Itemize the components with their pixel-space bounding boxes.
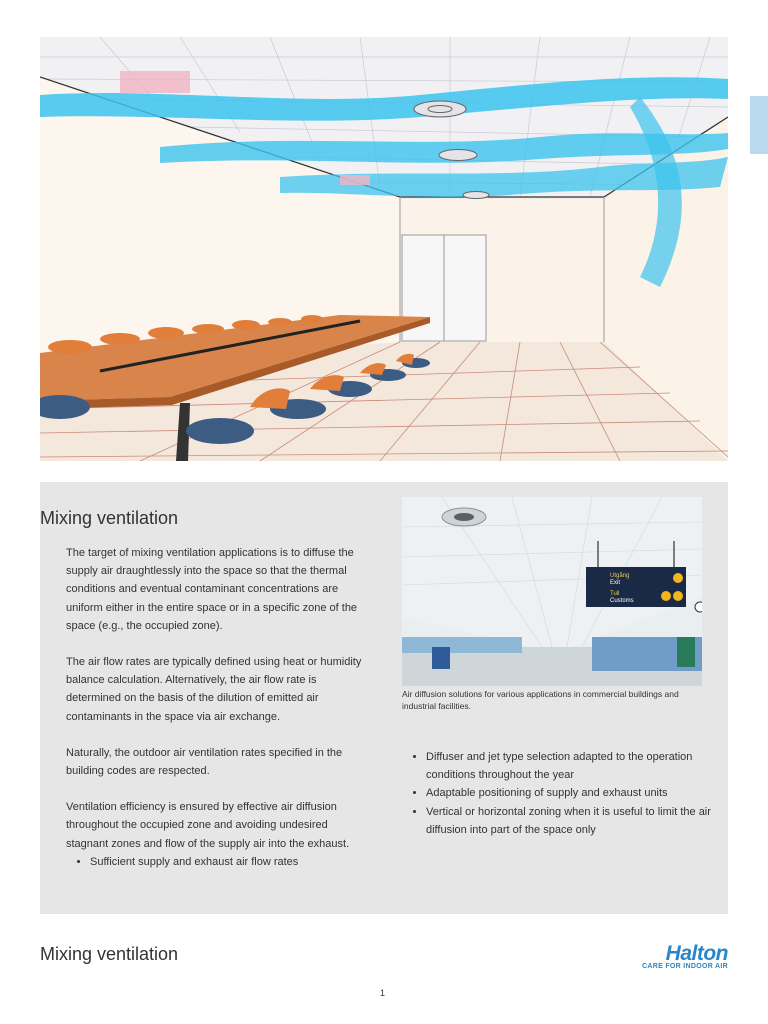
footer-title: Mixing ventilation <box>40 944 179 964</box>
list-item: • Vertical or horizontal zoning when it is useful to limit the air diffusion into part of the space only <box>426 803 712 839</box>
content-panel <box>40 482 728 914</box>
list-item: • Diffuser and jet type selection adapted to the operation conditions throughout the year <box>426 748 712 784</box>
paragraph: Ventilation efficiency is ensured by effective air diffusion throughout the occupied zone and avoiding undesired stagnant zones and flow of the supply air into the exhaust. <box>66 801 350 850</box>
photo-caption: Air diffusion solutions for various applications in commercial buildings and industrial facilities. <box>402 689 679 711</box>
left-column <box>66 544 366 871</box>
airport-photo <box>402 497 702 686</box>
logo-name: Halton <box>665 942 728 965</box>
airport-hall-image <box>402 497 702 686</box>
sign-text: Exit <box>610 580 621 586</box>
hero-illustration <box>40 37 728 461</box>
section-title: Mixing ventilation <box>40 508 179 528</box>
sign-text: Tull <box>610 591 620 597</box>
paragraph: Naturally, the outdoor air ventilation rates specified in the building codes are respected. <box>66 746 343 778</box>
list-item: • Sufficient supply and exhaust air flow rates <box>90 853 366 871</box>
paragraph: The target of mixing ventilation applications is to diffuse the supply air draughtlessly into the space so that the thermal conditions and eventual contaminant concentrations are uniform either in the entire space or in a specific zone of the space (e.g., the occupied zone). <box>66 547 358 632</box>
bullet-list <box>66 853 366 871</box>
page-number: 1 <box>380 988 386 998</box>
list-item: • Adaptable positioning of supply and exhaust units <box>426 784 712 802</box>
halton-logo <box>632 942 730 974</box>
bullet-list <box>402 748 712 839</box>
paragraph: The air flow rates are typically defined using heat or humidity balance calculation. Alternatively, the air flow rate is determined on the basis of the dilution of emitted air contaminants in the space via air exchange. <box>66 656 362 723</box>
sign-text: Utgång <box>610 573 630 579</box>
conference-room-illustration <box>40 37 728 461</box>
sign-text: Customs <box>610 598 634 604</box>
logo-tagline: CARE FOR INDOOR AIR <box>642 963 728 970</box>
side-tab-marker <box>750 96 768 154</box>
right-column <box>402 748 712 839</box>
